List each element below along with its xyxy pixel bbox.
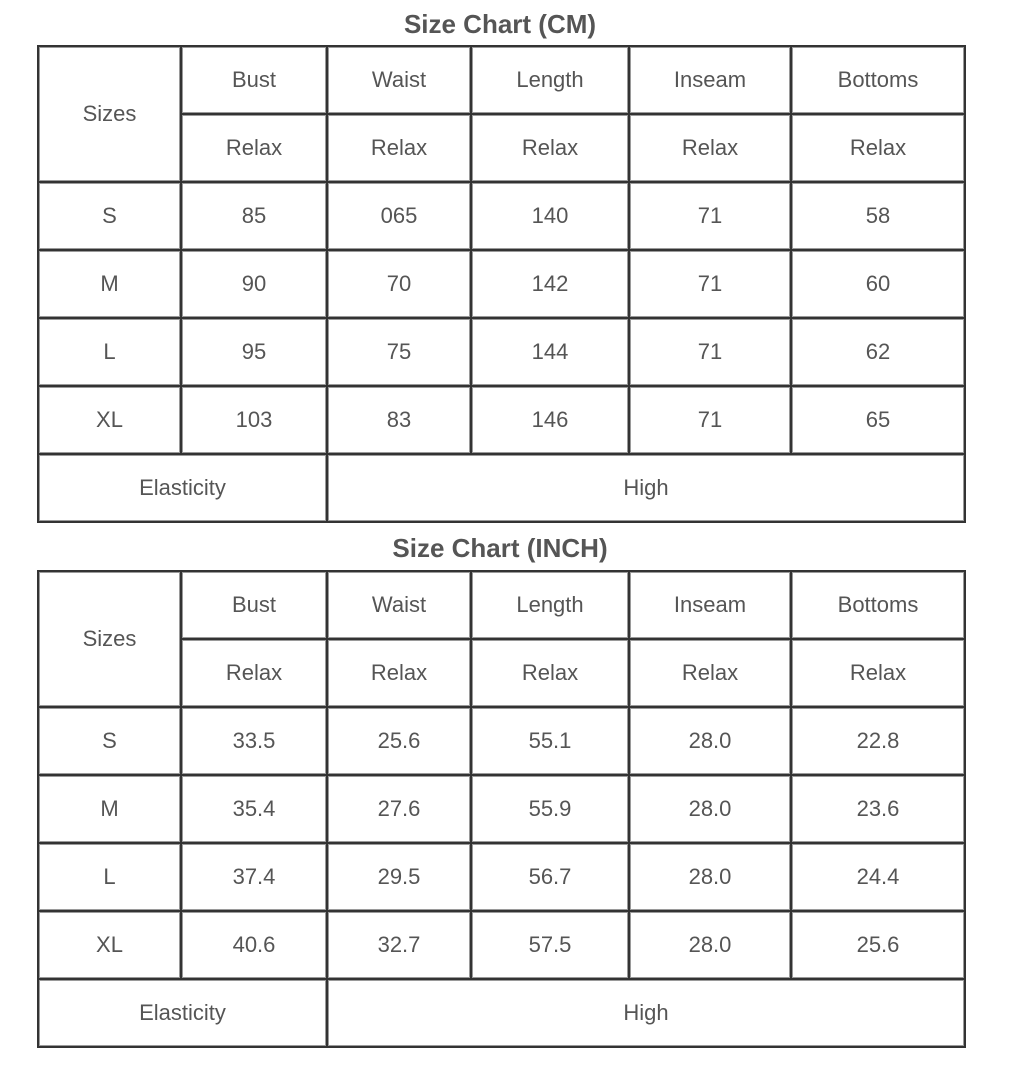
value-cell: 57.5 xyxy=(472,912,630,980)
table-row xyxy=(39,776,966,844)
column-header-length: Length xyxy=(472,572,630,640)
table-row xyxy=(39,183,966,251)
value-cell: 40.6 xyxy=(182,912,328,980)
size-cell: S xyxy=(39,183,182,251)
size-cell: M xyxy=(39,251,182,319)
value-cell: 29.5 xyxy=(328,844,472,912)
value-cell: 62 xyxy=(792,319,966,387)
value-cell: 37.4 xyxy=(182,844,328,912)
column-header-inseam: Inseam xyxy=(630,47,792,115)
subheader-relax: Relax xyxy=(328,115,472,183)
table-row xyxy=(39,251,966,319)
column-header-bottoms: Bottoms xyxy=(792,47,966,115)
column-header-bust: Bust xyxy=(182,47,328,115)
size-chart-inch-title: Size Chart (INCH) xyxy=(392,533,608,563)
value-cell: 58 xyxy=(792,183,966,251)
value-cell: 95 xyxy=(182,319,328,387)
value-cell: 28.0 xyxy=(630,776,792,844)
value-cell: 60 xyxy=(792,251,966,319)
table-row xyxy=(39,912,966,980)
value-cell: 142 xyxy=(472,251,630,319)
column-header-waist: Waist xyxy=(328,47,472,115)
value-cell: 71 xyxy=(630,183,792,251)
subheader-relax: Relax xyxy=(630,115,792,183)
value-cell: 22.8 xyxy=(792,708,966,776)
subheader-relax: Relax xyxy=(328,640,472,708)
subheader-relax: Relax xyxy=(630,640,792,708)
value-cell: 28.0 xyxy=(630,844,792,912)
size-chart-inch-table xyxy=(37,570,966,1048)
subheader-relax: Relax xyxy=(182,115,328,183)
column-header-waist: Waist xyxy=(328,572,472,640)
value-cell: 83 xyxy=(328,387,472,455)
value-cell: 23.6 xyxy=(792,776,966,844)
column-header-inseam: Inseam xyxy=(630,572,792,640)
value-cell: 85 xyxy=(182,183,328,251)
size-chart-cm-title: Size Chart (CM) xyxy=(403,9,597,39)
value-cell: 25.6 xyxy=(328,708,472,776)
value-cell: 33.5 xyxy=(182,708,328,776)
value-cell: 32.7 xyxy=(328,912,472,980)
value-cell: 103 xyxy=(182,387,328,455)
elasticity-row xyxy=(39,455,966,523)
subheader-relax: Relax xyxy=(472,640,630,708)
size-cell: XL xyxy=(39,912,182,980)
table-row xyxy=(39,387,966,455)
subheader-relax: Relax xyxy=(182,640,328,708)
table-row xyxy=(39,844,966,912)
value-cell: 71 xyxy=(630,387,792,455)
elasticity-value: High xyxy=(328,455,966,523)
value-cell: 71 xyxy=(630,251,792,319)
elasticity-value: High xyxy=(328,980,966,1048)
value-cell: 28.0 xyxy=(630,708,792,776)
size-cell: M xyxy=(39,776,182,844)
table-row xyxy=(39,319,966,387)
size-cell: L xyxy=(39,844,182,912)
value-cell: 75 xyxy=(328,319,472,387)
subheader-relax: Relax xyxy=(792,115,966,183)
sizes-header: Sizes xyxy=(39,47,182,183)
column-header-bust: Bust xyxy=(182,572,328,640)
value-cell: 24.4 xyxy=(792,844,966,912)
value-cell: 25.6 xyxy=(792,912,966,980)
column-header-length: Length xyxy=(472,47,630,115)
size-cell: L xyxy=(39,319,182,387)
value-cell: 55.1 xyxy=(472,708,630,776)
table-row xyxy=(39,708,966,776)
sizes-header: Sizes xyxy=(39,572,182,708)
value-cell: 55.9 xyxy=(472,776,630,844)
size-cell: XL xyxy=(39,387,182,455)
value-cell: 70 xyxy=(328,251,472,319)
value-cell: 35.4 xyxy=(182,776,328,844)
elasticity-label: Elasticity xyxy=(39,455,328,523)
value-cell: 065 xyxy=(328,183,472,251)
subheader-relax: Relax xyxy=(792,640,966,708)
value-cell: 27.6 xyxy=(328,776,472,844)
column-header-bottoms: Bottoms xyxy=(792,572,966,640)
value-cell: 28.0 xyxy=(630,912,792,980)
value-cell: 140 xyxy=(472,183,630,251)
elasticity-label: Elasticity xyxy=(39,980,328,1048)
value-cell: 71 xyxy=(630,319,792,387)
header-row xyxy=(39,47,966,115)
value-cell: 65 xyxy=(792,387,966,455)
header-row xyxy=(39,572,966,640)
value-cell: 146 xyxy=(472,387,630,455)
size-cell: S xyxy=(39,708,182,776)
value-cell: 144 xyxy=(472,319,630,387)
size-chart-cm-table xyxy=(37,45,966,523)
value-cell: 56.7 xyxy=(472,844,630,912)
value-cell: 90 xyxy=(182,251,328,319)
subheader-relax: Relax xyxy=(472,115,630,183)
elasticity-row xyxy=(39,980,966,1048)
